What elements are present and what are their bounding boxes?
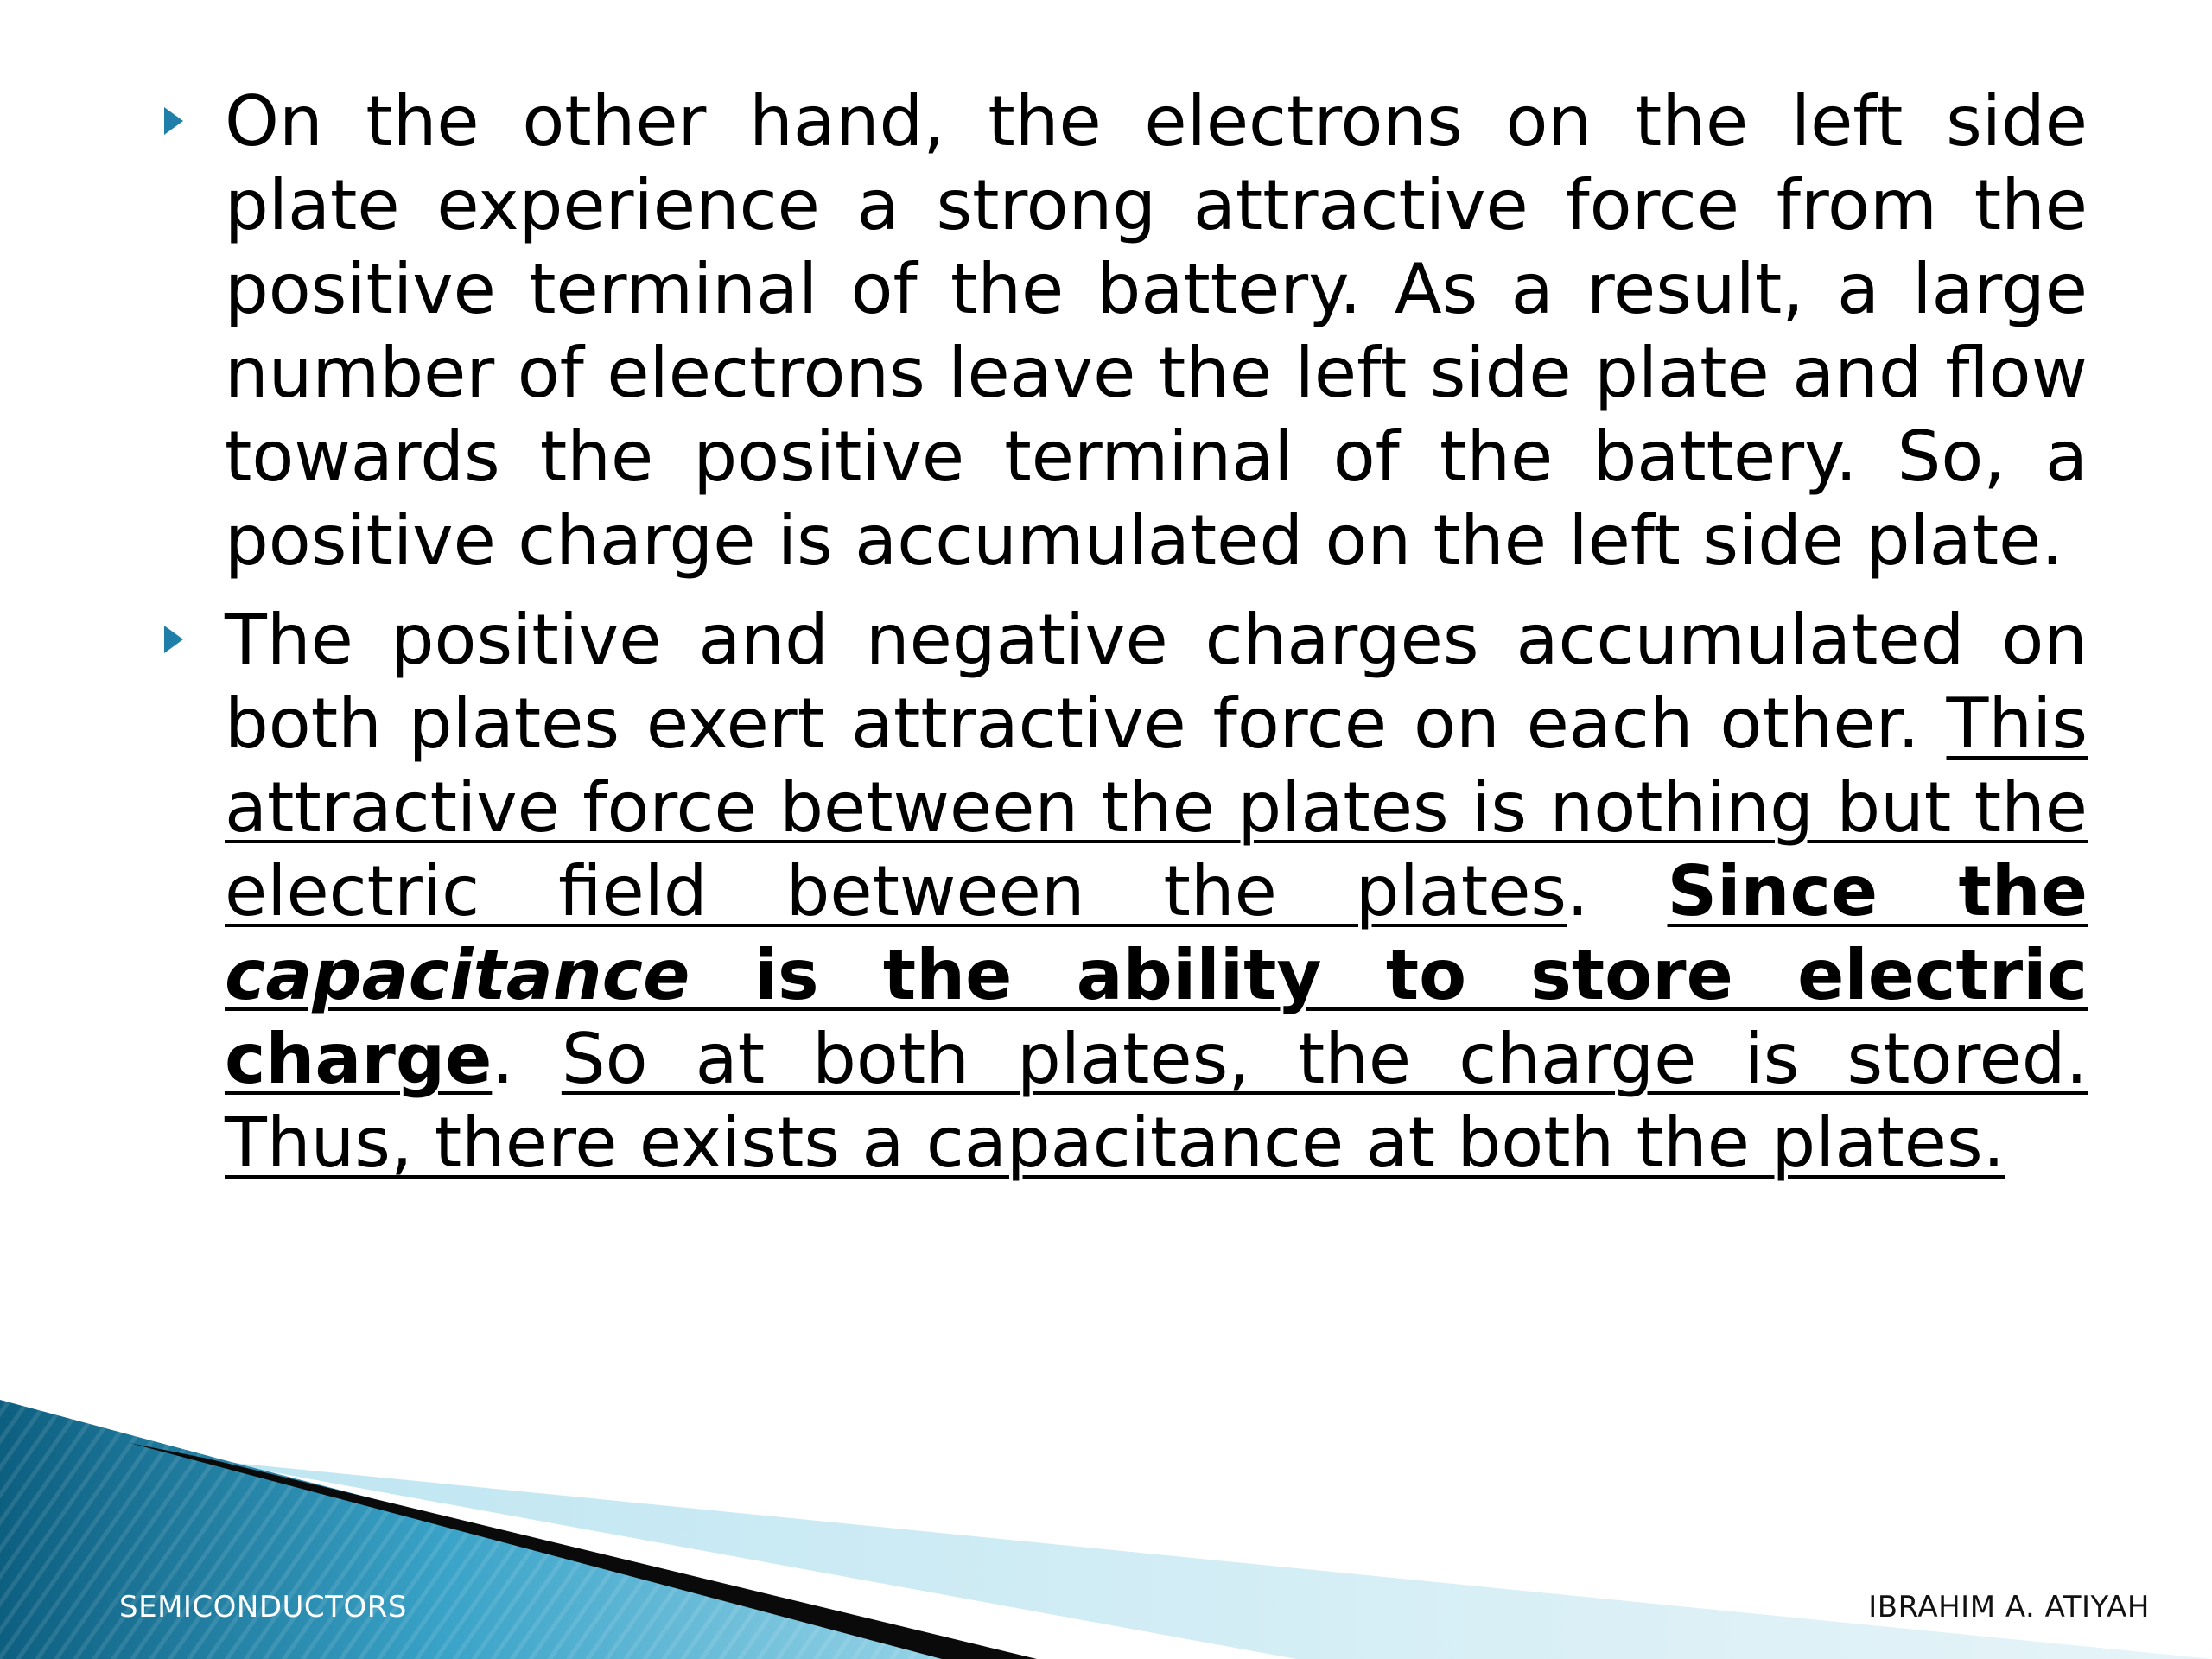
bullet-text: The positive and negative charges accumulated on both plates exert attractive force on each other.: [225, 600, 2088, 764]
bullet-text: .: [492, 1019, 562, 1099]
bold-text: is the ability to store electric charge: [225, 935, 2088, 1099]
bold-text: Since the: [1667, 851, 2088, 931]
footer-left-label: SEMICONDUCTORS: [119, 1590, 407, 1624]
underlined-text: So at both plates, the charge is stored. Thus, there exists a capacitance at both the plates.: [225, 1019, 2088, 1183]
footer-right-label: IBRAHIM A. ATIYAH: [1868, 1590, 2150, 1624]
underlined-text: This attractive force between the plates is nothing but the electric field between the plates: [225, 683, 2088, 931]
bullet-text: On the other hand, the electrons on the left side plate experience a strong attractive force from the positive terminal of the battery. As a result, a large number of electrons leave the left side plate and flow towards the positive terminal of the battery. So, a positive charge is accumulated on the left side plate.: [225, 81, 2088, 581]
bullet-text: .: [1567, 851, 1668, 931]
italic-term: capacitance: [225, 935, 690, 1015]
